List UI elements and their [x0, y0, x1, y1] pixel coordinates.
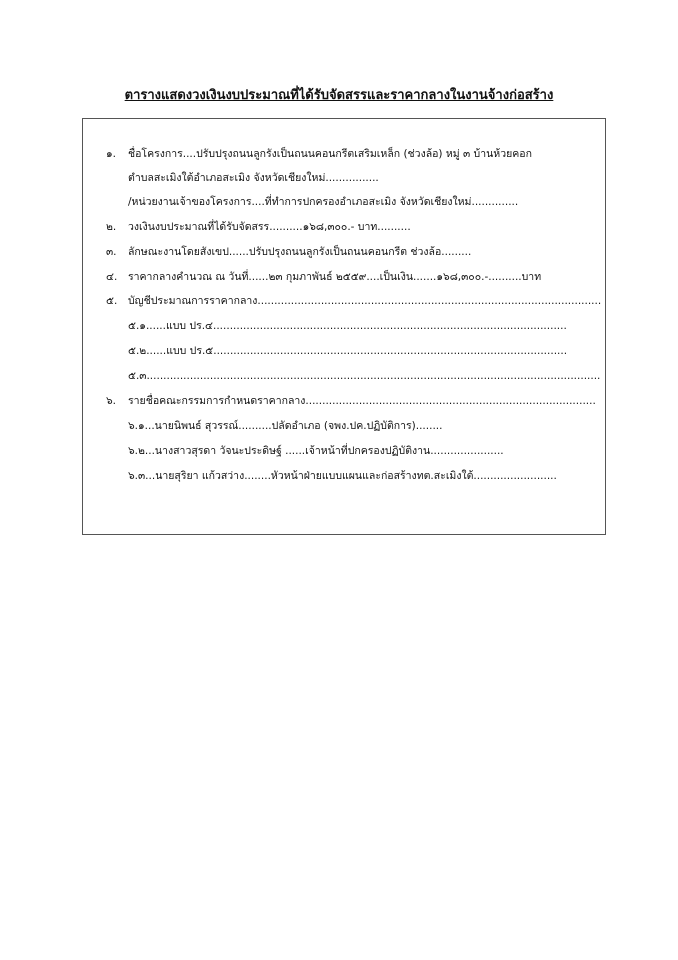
item-2-text: วงเงินงบประมาณที่ได้รับจัดสรร..........๑๖๘,๓๐๐.- บาท.......... [128, 221, 411, 233]
item-6-sub-2: ๖.๒...นางสาวสุรดา วัจนะประดิษฐ์ ......เจ้าหน้าที่ปกครองปฏิบัติงาน...................... [128, 445, 504, 457]
item-3-text: ลักษณะงานโดยสังเขป......ปรับปรุงถนนลูกรังเป็นถนนคอนกรีต ช่วงล้อ......... [128, 246, 472, 258]
item-4-text: ราคากลางคำนวณ ณ วันที่......๒๓ กุมภาพันธ์ ๒๕๕๙....เป็นเงิน.......๑๖๘,๓๐๐.-..........บาท [128, 271, 542, 283]
item-1-line-3: /หน่วยงานเจ้าของโครงการ....ที่ทำการปกครองอำเภอสะเมิง จังหวัดเชียงใหม่.............. [128, 196, 519, 208]
item-1-line-2: ตำบลสะเมิงใต้อำเภอสะเมิง จังหวัดเชียงใหม่................ [128, 172, 379, 184]
item-6-sub-1: ๖.๑...นายนิพนธ์ สุวรรณ์..........ปลัดอำเภอ (จพง.ปค.ปฏิบัติการ)........ [128, 420, 443, 432]
item-number: ๒. [106, 221, 117, 233]
item-number: ๔. [106, 271, 118, 283]
item-5-sub-1: ๕.๑......แบบ ปร.๔.......................................................................................................... [128, 320, 567, 332]
item-6-sub-3: ๖.๓...นายสุริยา แก้วสว่าง........หัวหน้าฝ่ายแบบแผนและก่อสร้างทต.สะเมิงใต้......................... [128, 470, 557, 482]
item-number: ๑. [106, 148, 117, 160]
document-title: ตารางแสดงวงเงินงบประมาณที่ได้รับจัดสรรและราคากลางในงานจ้างก่อสร้าง [124, 88, 554, 103]
item-number: ๕. [106, 295, 118, 307]
item-5-text: บัญชีประมาณการราคากลาง....................................................................................................... [128, 295, 602, 307]
item-number: ๖. [106, 395, 117, 407]
item-6-text: รายชื่อคณะกรรมการกำหนดราคากลาง....................................................................................... [128, 395, 596, 407]
item-5-sub-3: ๕.๓........................................................................................................................................ [128, 370, 601, 382]
item-5-sub-2: ๕.๒......แบบ ปร.๕.......................................................................................................... [128, 345, 568, 357]
item-number: ๓. [106, 246, 117, 258]
item-1-line-1: ชื่อโครงการ....ปรับปรุงถนนลูกรังเป็นถนนคอนกรีตเสริมเหล็ก (ช่วงล้อ) หมู่ ๓ บ้านห้วยคอก [128, 148, 532, 160]
